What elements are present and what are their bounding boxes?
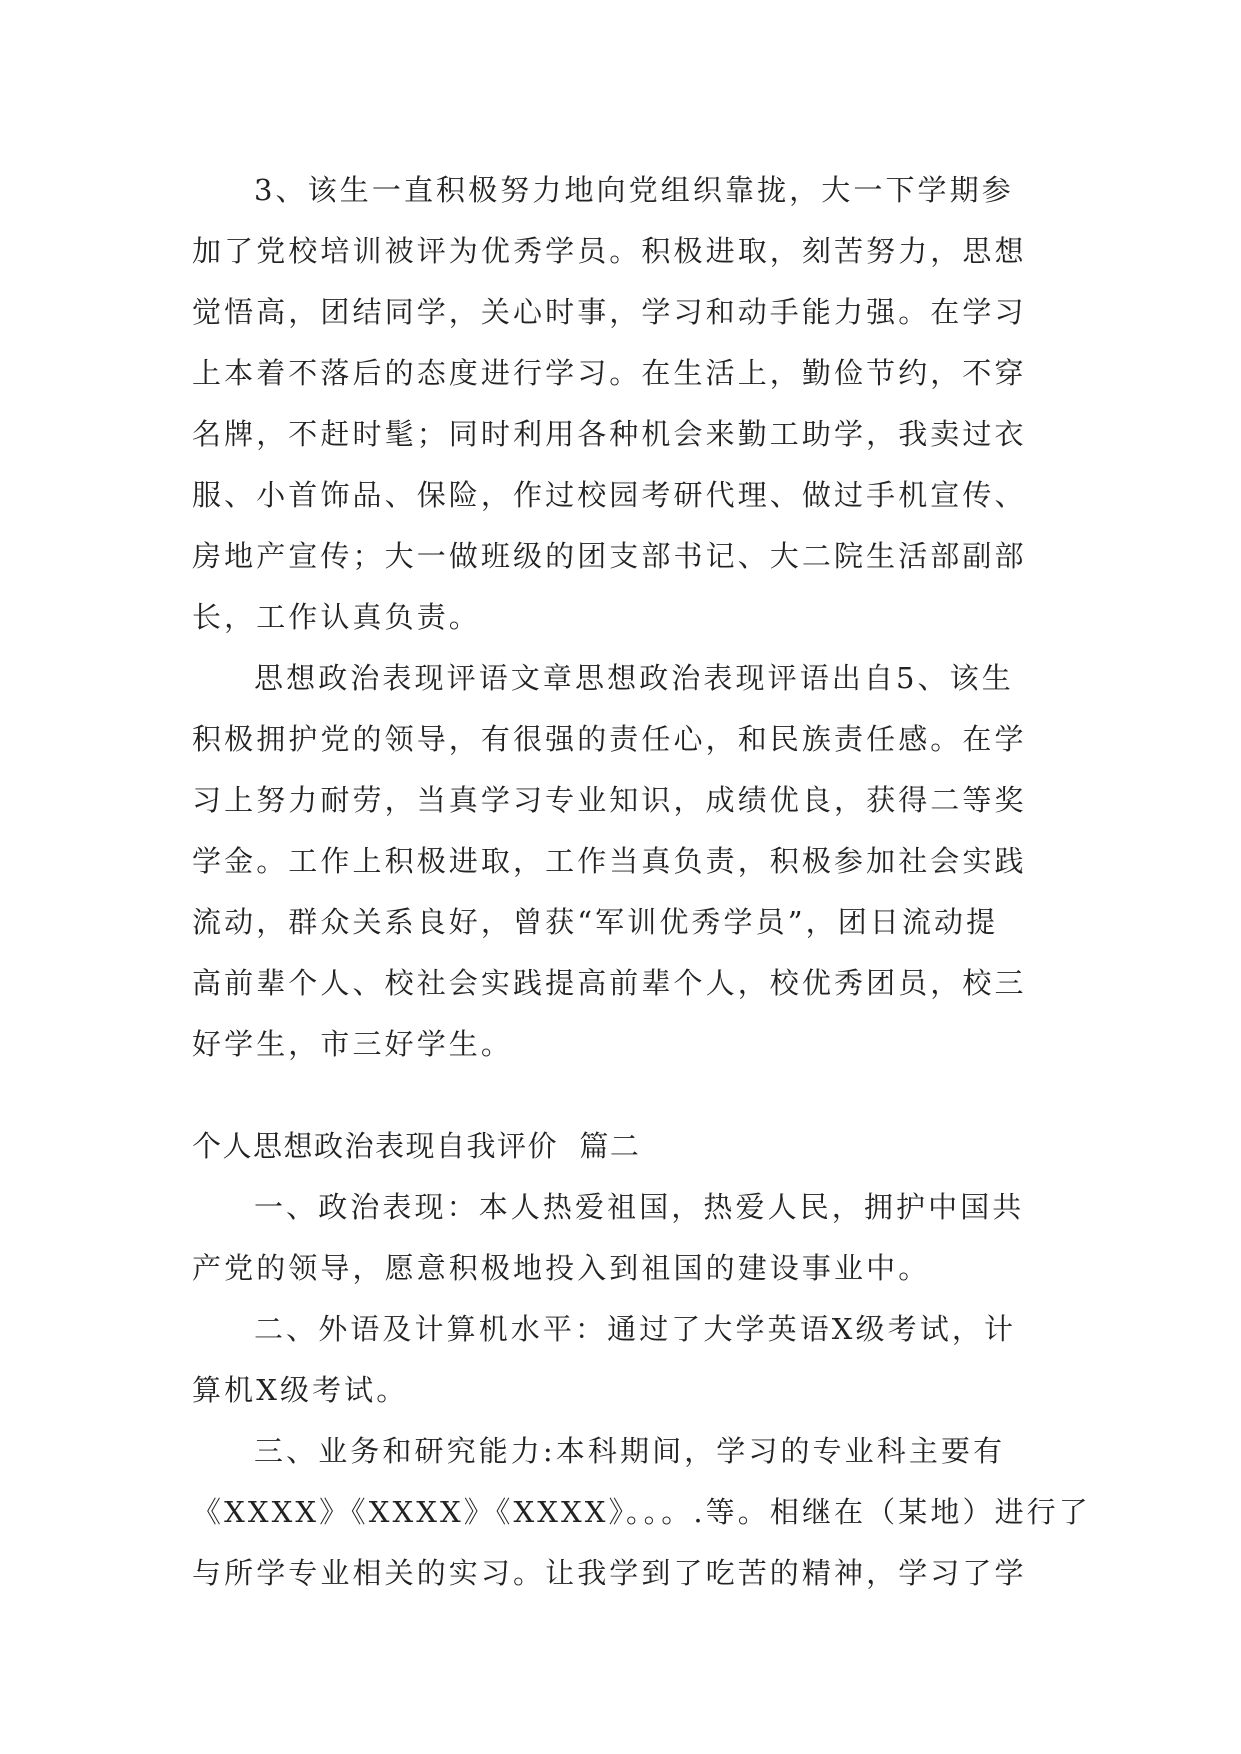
paragraph-business-research-ability — [192, 1421, 1091, 1604]
text-line: 高前辈个人、校社会实践提高前辈个人，校优秀团员，校三 — [192, 966, 1027, 1000]
text-line: 习上努力耐劳，当真学习专业知识，成绩优良，获得二等奖 — [192, 783, 1027, 817]
paragraph-student-evaluation-3 — [192, 160, 1062, 648]
text-line: 长，工作认真负责。 — [192, 600, 481, 634]
text-line: 二、外语及计算机水平：通过了大学英语X级考试，计 — [254, 1312, 1017, 1346]
text-line: 与所学专业相关的实习。让我学到了吃苦的精神，学习了学 — [192, 1556, 1027, 1590]
paragraph-student-evaluation-5 — [192, 648, 1062, 1075]
paragraph-language-computer-level — [192, 1299, 1062, 1421]
paragraph-political-performance — [192, 1177, 1062, 1299]
text-line: 觉悟高，团结同学，关心时事，学习和动手能力强。在学习 — [192, 295, 1027, 329]
text-line: 名牌，不赶时髦；同时利用各种机会来勤工助学，我卖过衣 — [192, 417, 1027, 451]
text-line: 上本着不落后的态度进行学习。在生活上，勤俭节约，不穿 — [192, 356, 1027, 390]
text-line: 思想政治表现评语文章思想政治表现评语出自5、该生 — [254, 661, 1014, 695]
text-line: 流动，群众关系良好，曾获“军训优秀学员”，团日流动提 — [192, 905, 999, 939]
document-page — [192, 160, 1091, 1604]
text-line: 一、政治表现：本人热爱祖国，热爱人民，拥护中国共 — [254, 1190, 1025, 1224]
text-line: 产党的领导，愿意积极地投入到祖国的建设事业中。 — [192, 1251, 931, 1285]
text-line: 三、业务和研究能力:本科期间，学习的专业科主要有 — [254, 1434, 1006, 1468]
text-line: 服、小首饰品、保险，作过校园考研代理、做过手机宣传、 — [192, 478, 1027, 512]
text-line: 3、该生一直积极努力地向党组织靠拢，大一下学期参 — [254, 173, 1014, 207]
text-line: 《XXXX》《XXXX》《XXXX》。。。.等。相继在（某地）进行了 — [192, 1495, 1091, 1529]
text-line: 加了党校培训被评为优秀学员。积极进取，刻苦努力，思想 — [192, 234, 1027, 268]
text-line: 算机X级考试。 — [192, 1373, 409, 1407]
text-line: 好学生，市三好学生。 — [192, 1027, 514, 1061]
text-line: 积极拥护党的领导，有很强的责任心，和民族责任感。在学 — [192, 722, 1027, 756]
text-line: 房地产宣传；大一做班级的团支部书记、大二院生活部副部 — [192, 539, 1027, 573]
section-title: 个人思想政治表现自我评价 篇二 — [192, 1129, 641, 1163]
text-line: 学金。工作上积极进取，工作当真负责，积极参加社会实践 — [192, 844, 1027, 878]
